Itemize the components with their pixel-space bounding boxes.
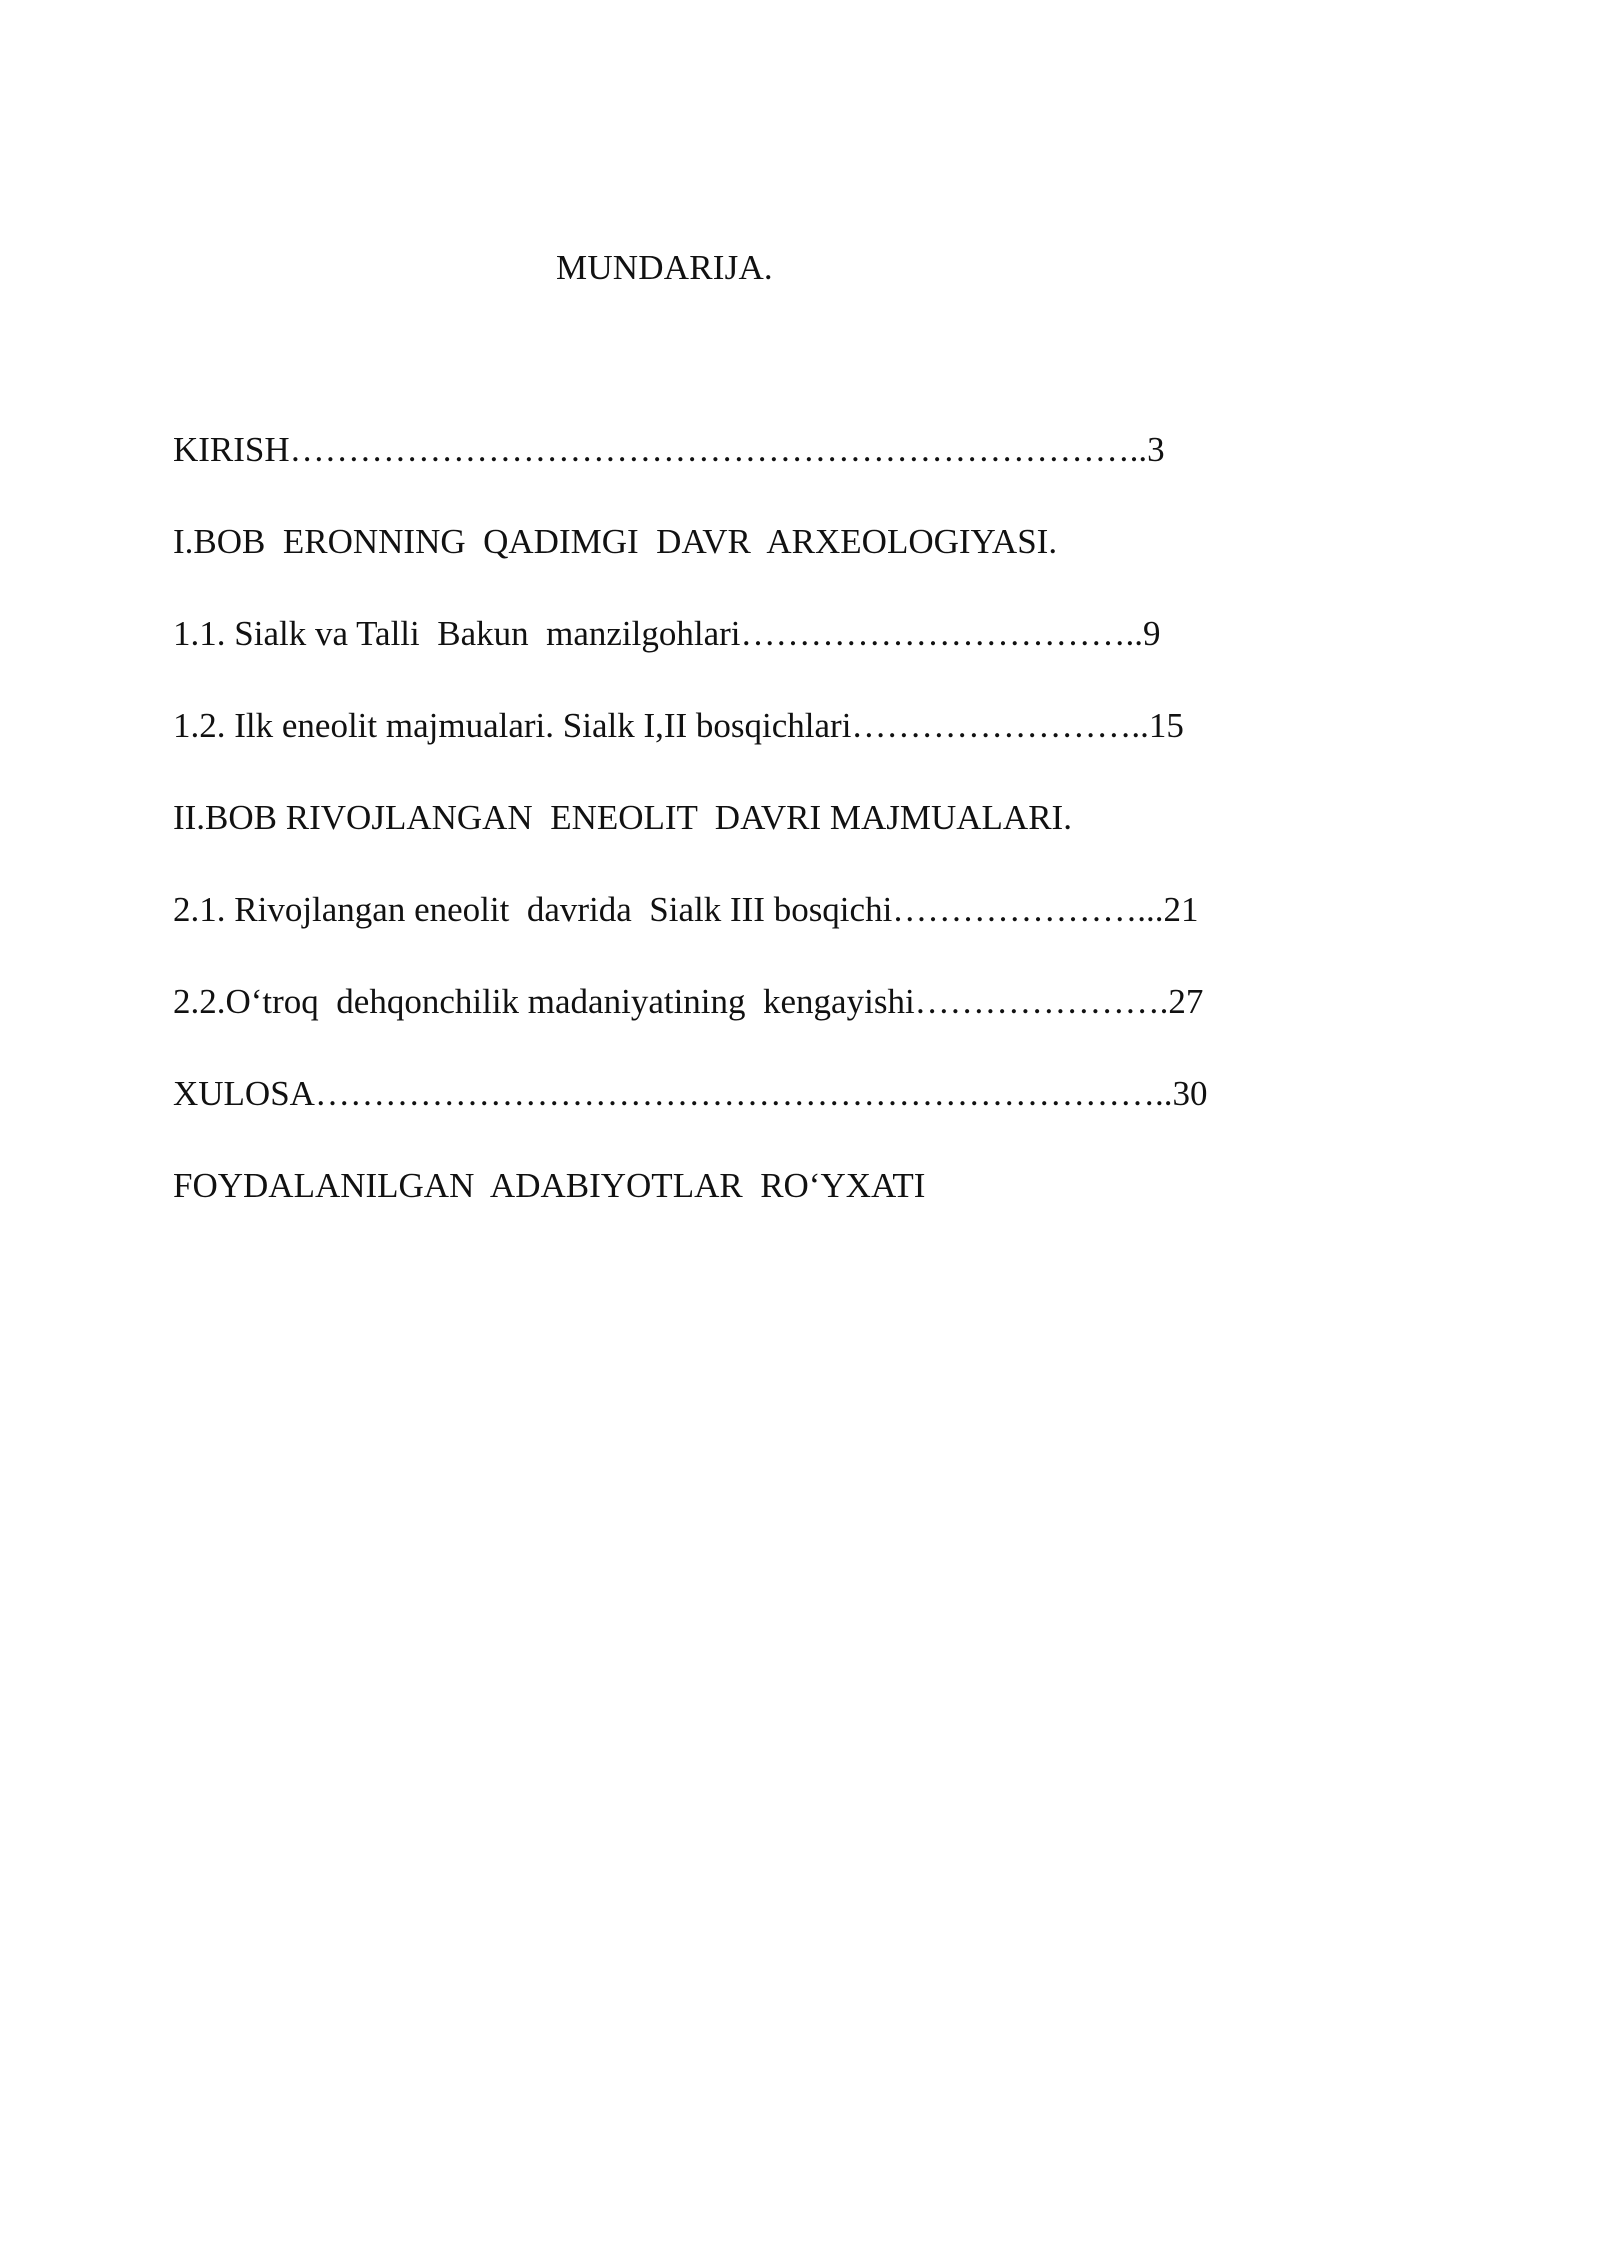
toc-entry-2-1: 2.1. Rivojlangan eneolit davrida Sialk III bosqichi…………………...21 [173, 890, 1199, 929]
toc-entry-xulosa: XULOSA………………………………………………………………..30 [173, 1074, 1208, 1113]
toc-entry-bibliography: FOYDALANILGAN ADABIYOTLAR RO‘YXATI [173, 1166, 926, 1205]
toc-entry-chapter-1: I.BOB ERONNING QADIMGI DAVR ARXEOLOGIYASI. [173, 522, 1058, 561]
toc-entry-kirish: KIRISH………………………………………………………………..3 [173, 430, 1165, 469]
toc-entry-2-2: 2.2.O‘troq dehqonchilik madaniyatining kengayishi………………….27 [173, 982, 1204, 1021]
page-title: MUNDARIJA. [556, 248, 773, 287]
toc-entry-1-1: 1.1. Sialk va Talli Bakun manzilgohlari……………………………..9 [173, 614, 1161, 653]
toc-entry-1-2: 1.2. Ilk eneolit majmualari. Sialk I,II bosqichlari……………………..15 [173, 706, 1184, 745]
toc-entry-chapter-2: II.BOB RIVOJLANGAN ENEOLIT DAVRI MAJMUALARI. [173, 798, 1072, 837]
